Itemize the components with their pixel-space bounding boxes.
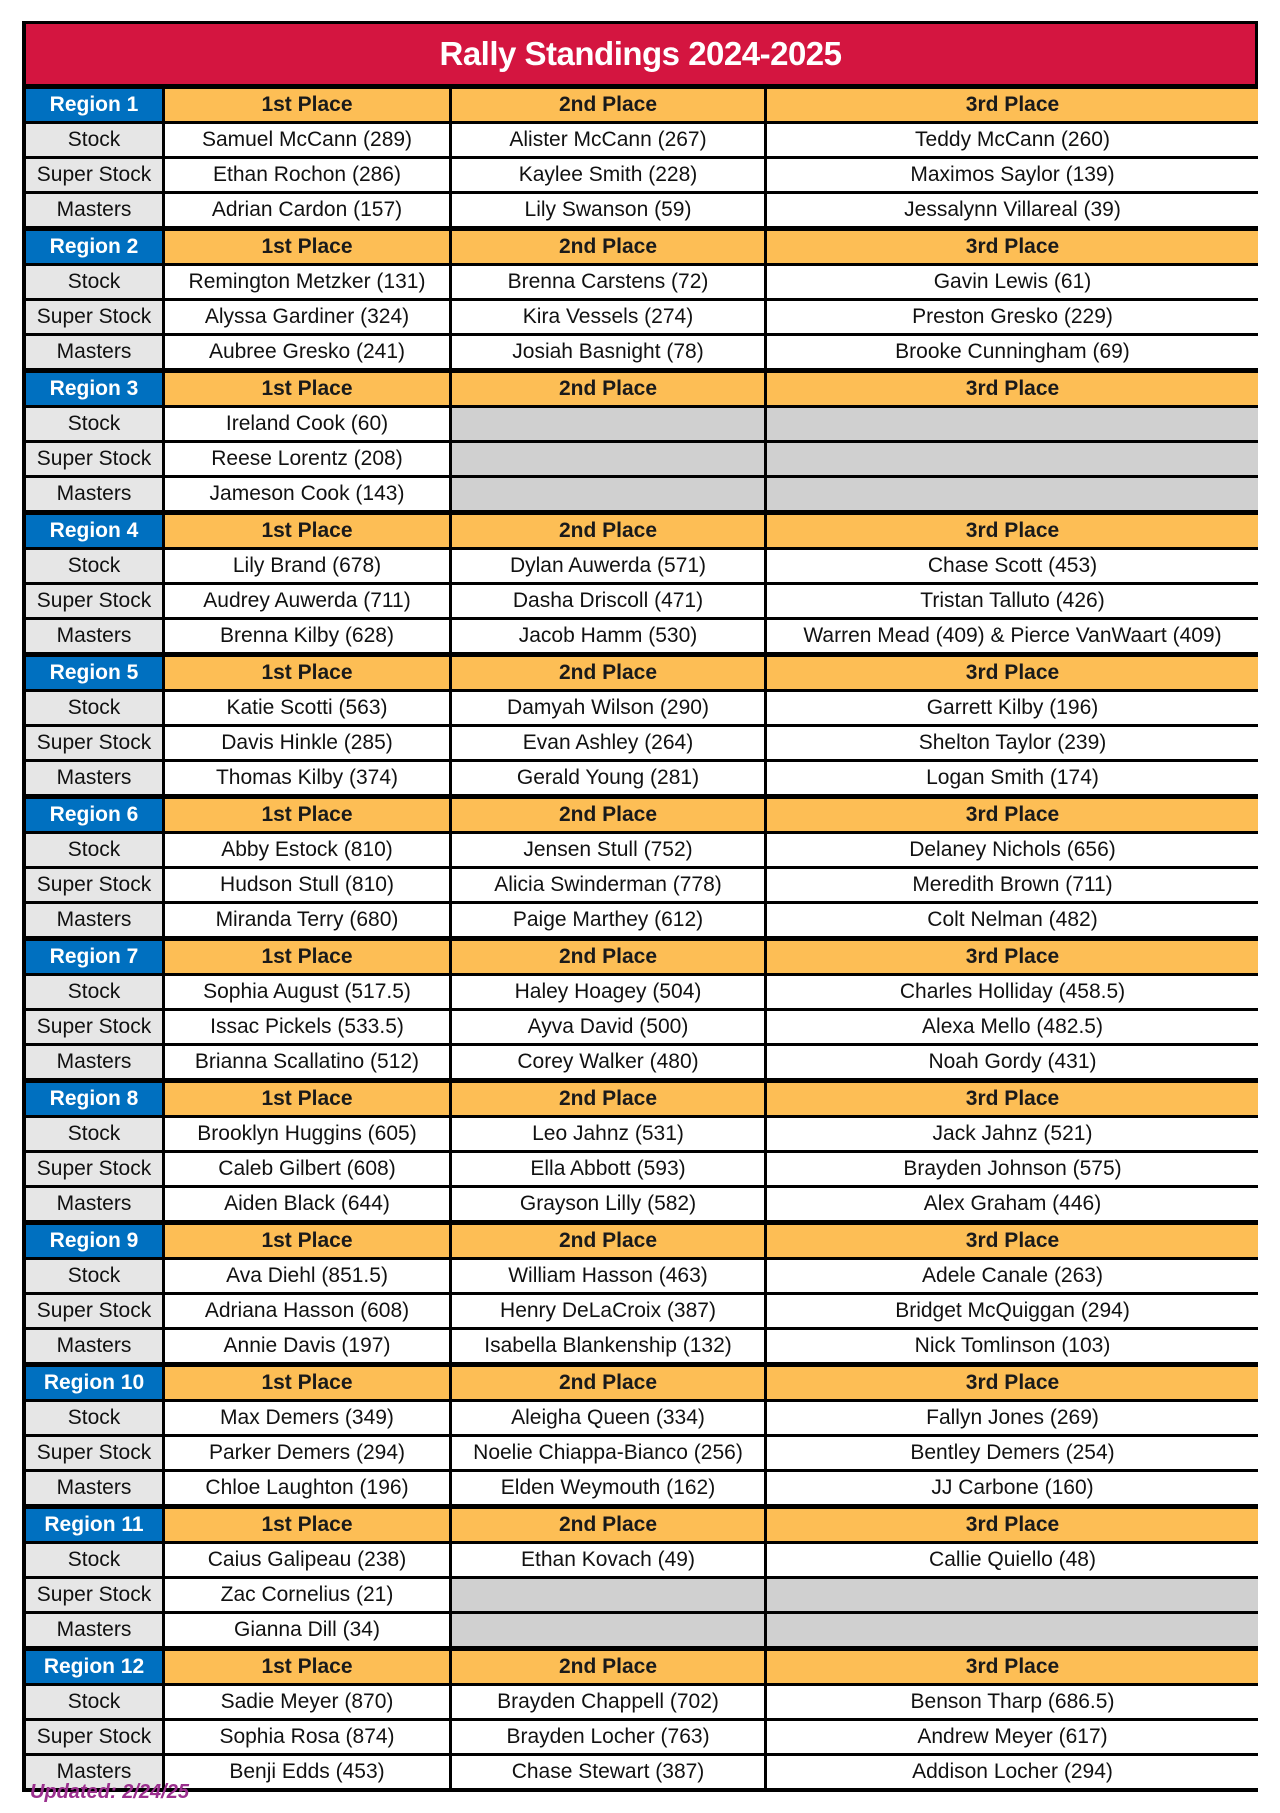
standing-cell: Gianna Dill (34) xyxy=(165,1614,449,1646)
region-block xyxy=(26,231,1255,368)
standing-cell: Reese Lorentz (208) xyxy=(165,443,449,475)
standings-table xyxy=(22,21,1258,1792)
standing-cell: Kira Vessels (274) xyxy=(452,301,764,333)
place-header: 1st Place xyxy=(165,231,449,263)
class-label: Masters xyxy=(26,762,162,794)
place-header: 3rd Place xyxy=(767,89,1258,121)
class-label: Masters xyxy=(26,478,162,510)
standing-cell: JJ Carbone (160) xyxy=(767,1472,1258,1504)
standing-cell: Brayden Chappell (702) xyxy=(452,1686,764,1718)
place-header: 2nd Place xyxy=(452,231,764,263)
standing-cell: Brianna Scallatino (512) xyxy=(165,1046,449,1078)
region-block xyxy=(26,799,1255,936)
class-label: Stock xyxy=(26,266,162,298)
standing-cell: Aleigha Queen (334) xyxy=(452,1402,764,1434)
standing-cell: Tristan Talluto (426) xyxy=(767,585,1258,617)
standing-cell: Annie Davis (197) xyxy=(165,1330,449,1362)
region-label: Region 10 xyxy=(26,1367,162,1399)
empty-cell xyxy=(767,408,1258,440)
standing-cell: Callie Quiello (48) xyxy=(767,1544,1258,1576)
standing-cell: Noelie Chiappa-Bianco (256) xyxy=(452,1437,764,1469)
standing-cell: Miranda Terry (680) xyxy=(165,904,449,936)
class-label: Super Stock xyxy=(26,869,162,901)
standing-cell: Logan Smith (174) xyxy=(767,762,1258,794)
place-header: 1st Place xyxy=(165,1225,449,1257)
class-label: Super Stock xyxy=(26,159,162,191)
class-label: Masters xyxy=(26,1614,162,1646)
page-title: Rally Standings 2024-2025 xyxy=(26,24,1255,84)
standing-cell: Jessalynn Villareal (39) xyxy=(767,194,1258,226)
place-header: 1st Place xyxy=(165,799,449,831)
standing-cell: Ethan Rochon (286) xyxy=(165,159,449,191)
empty-cell xyxy=(452,478,764,510)
standing-cell: Damyah Wilson (290) xyxy=(452,692,764,724)
standing-cell: Andrew Meyer (617) xyxy=(767,1721,1258,1753)
standing-cell: Benji Edds (453) xyxy=(165,1756,449,1788)
class-label: Stock xyxy=(26,976,162,1008)
standing-cell: Aiden Black (644) xyxy=(165,1188,449,1220)
empty-cell xyxy=(452,1579,764,1611)
class-label: Super Stock xyxy=(26,585,162,617)
empty-cell xyxy=(767,1579,1258,1611)
standing-cell: Isabella Blankenship (132) xyxy=(452,1330,764,1362)
standing-cell: Teddy McCann (260) xyxy=(767,124,1258,156)
place-header: 2nd Place xyxy=(452,799,764,831)
place-header: 3rd Place xyxy=(767,1083,1258,1115)
standing-cell: Adriana Hasson (608) xyxy=(165,1295,449,1327)
standing-cell: Preston Gresko (229) xyxy=(767,301,1258,333)
standing-cell: Fallyn Jones (269) xyxy=(767,1402,1258,1434)
standing-cell: Addison Locher (294) xyxy=(767,1756,1258,1788)
standing-cell: Bridget McQuiggan (294) xyxy=(767,1295,1258,1327)
place-header: 3rd Place xyxy=(767,799,1258,831)
class-label: Stock xyxy=(26,550,162,582)
standing-cell: Chloe Laughton (196) xyxy=(165,1472,449,1504)
standing-cell: Davis Hinkle (285) xyxy=(165,727,449,759)
standing-cell: William Hasson (463) xyxy=(452,1260,764,1292)
standing-cell: Alex Graham (446) xyxy=(767,1188,1258,1220)
place-header: 1st Place xyxy=(165,941,449,973)
standing-cell: Jack Jahnz (521) xyxy=(767,1118,1258,1150)
region-label: Region 4 xyxy=(26,515,162,547)
place-header: 1st Place xyxy=(165,657,449,689)
region-label: Region 6 xyxy=(26,799,162,831)
place-header: 2nd Place xyxy=(452,515,764,547)
standing-cell: Audrey Auwerda (711) xyxy=(165,585,449,617)
standing-cell: Caleb Gilbert (608) xyxy=(165,1153,449,1185)
place-header: 2nd Place xyxy=(452,373,764,405)
class-label: Super Stock xyxy=(26,1437,162,1469)
class-label: Super Stock xyxy=(26,1579,162,1611)
place-header: 1st Place xyxy=(165,373,449,405)
standing-cell: Charles Holliday (458.5) xyxy=(767,976,1258,1008)
standing-cell: Ella Abbott (593) xyxy=(452,1153,764,1185)
place-header: 2nd Place xyxy=(452,1225,764,1257)
standing-cell: Grayson Lilly (582) xyxy=(452,1188,764,1220)
class-label: Masters xyxy=(26,1046,162,1078)
standing-cell: Remington Metzker (131) xyxy=(165,266,449,298)
standing-cell: Gerald Young (281) xyxy=(452,762,764,794)
place-header: 3rd Place xyxy=(767,373,1258,405)
standing-cell: Chase Stewart (387) xyxy=(452,1756,764,1788)
class-label: Stock xyxy=(26,1402,162,1434)
region-block xyxy=(26,1367,1255,1504)
standing-cell: Caius Galipeau (238) xyxy=(165,1544,449,1576)
standing-cell: Brayden Johnson (575) xyxy=(767,1153,1258,1185)
place-header: 2nd Place xyxy=(452,89,764,121)
standing-cell: Adrian Cardon (157) xyxy=(165,194,449,226)
place-header: 2nd Place xyxy=(452,1367,764,1399)
standing-cell: Chase Scott (453) xyxy=(767,550,1258,582)
region-block xyxy=(26,373,1255,510)
region-block xyxy=(26,1083,1255,1220)
standing-cell: Noah Gordy (431) xyxy=(767,1046,1258,1078)
region-block xyxy=(26,89,1255,226)
class-label: Stock xyxy=(26,1118,162,1150)
region-label: Region 3 xyxy=(26,373,162,405)
region-block xyxy=(26,1509,1255,1646)
class-label: Stock xyxy=(26,834,162,866)
standing-cell: Brenna Carstens (72) xyxy=(452,266,764,298)
class-label: Masters xyxy=(26,620,162,652)
class-label: Masters xyxy=(26,904,162,936)
class-label: Stock xyxy=(26,1686,162,1718)
place-header: 3rd Place xyxy=(767,1509,1258,1541)
standing-cell: Meredith Brown (711) xyxy=(767,869,1258,901)
region-label: Region 2 xyxy=(26,231,162,263)
place-header: 3rd Place xyxy=(767,1651,1258,1683)
place-header: 2nd Place xyxy=(452,1083,764,1115)
standing-cell: Kaylee Smith (228) xyxy=(452,159,764,191)
empty-cell xyxy=(452,408,764,440)
standing-cell: Delaney Nichols (656) xyxy=(767,834,1258,866)
standing-cell: Dylan Auwerda (571) xyxy=(452,550,764,582)
place-header: 1st Place xyxy=(165,1367,449,1399)
place-header: 1st Place xyxy=(165,1083,449,1115)
standing-cell: Samuel McCann (289) xyxy=(165,124,449,156)
standing-cell: Lily Brand (678) xyxy=(165,550,449,582)
region-label: Region 8 xyxy=(26,1083,162,1115)
place-header: 3rd Place xyxy=(767,231,1258,263)
standing-cell: Dasha Driscoll (471) xyxy=(452,585,764,617)
regions-container xyxy=(26,89,1255,1788)
standing-cell: Alister McCann (267) xyxy=(452,124,764,156)
class-label: Super Stock xyxy=(26,1153,162,1185)
class-label: Masters xyxy=(26,1756,162,1788)
class-label: Stock xyxy=(26,124,162,156)
region-label: Region 5 xyxy=(26,657,162,689)
region-block xyxy=(26,515,1255,652)
standing-cell: Katie Scotti (563) xyxy=(165,692,449,724)
standing-cell: Sophia Rosa (874) xyxy=(165,1721,449,1753)
place-header: 1st Place xyxy=(165,1651,449,1683)
empty-cell xyxy=(767,443,1258,475)
standing-cell: Sophia August (517.5) xyxy=(165,976,449,1008)
standing-cell: Parker Demers (294) xyxy=(165,1437,449,1469)
class-label: Stock xyxy=(26,692,162,724)
class-label: Masters xyxy=(26,1188,162,1220)
standing-cell: Paige Marthey (612) xyxy=(452,904,764,936)
standing-cell: Thomas Kilby (374) xyxy=(165,762,449,794)
standing-cell: Alexa Mello (482.5) xyxy=(767,1011,1258,1043)
standing-cell: Brooke Cunningham (69) xyxy=(767,336,1258,368)
standing-cell: Elden Weymouth (162) xyxy=(452,1472,764,1504)
standing-cell: Lily Swanson (59) xyxy=(452,194,764,226)
empty-cell xyxy=(452,1614,764,1646)
place-header: 3rd Place xyxy=(767,657,1258,689)
standing-cell: Corey Walker (480) xyxy=(452,1046,764,1078)
place-header: 1st Place xyxy=(165,1509,449,1541)
region-block xyxy=(26,1651,1255,1788)
class-label: Stock xyxy=(26,1260,162,1292)
standing-cell: Leo Jahnz (531) xyxy=(452,1118,764,1150)
class-label: Super Stock xyxy=(26,1011,162,1043)
region-label: Region 12 xyxy=(26,1651,162,1683)
place-header: 2nd Place xyxy=(452,657,764,689)
standing-cell: Ava Diehl (851.5) xyxy=(165,1260,449,1292)
class-label: Masters xyxy=(26,194,162,226)
standing-cell: Jacob Hamm (530) xyxy=(452,620,764,652)
standing-cell: Zac Cornelius (21) xyxy=(165,1579,449,1611)
empty-cell xyxy=(767,1614,1258,1646)
standing-cell: Sadie Meyer (870) xyxy=(165,1686,449,1718)
standing-cell: Benson Tharp (686.5) xyxy=(767,1686,1258,1718)
standing-cell: Josiah Basnight (78) xyxy=(452,336,764,368)
class-label: Masters xyxy=(26,336,162,368)
standing-cell: Max Demers (349) xyxy=(165,1402,449,1434)
region-label: Region 11 xyxy=(26,1509,162,1541)
place-header: 3rd Place xyxy=(767,941,1258,973)
class-label: Masters xyxy=(26,1472,162,1504)
standing-cell: Bentley Demers (254) xyxy=(767,1437,1258,1469)
standing-cell: Shelton Taylor (239) xyxy=(767,727,1258,759)
region-block xyxy=(26,1225,1255,1362)
standing-cell: Ayva David (500) xyxy=(452,1011,764,1043)
class-label: Super Stock xyxy=(26,727,162,759)
class-label: Super Stock xyxy=(26,301,162,333)
place-header: 3rd Place xyxy=(767,1225,1258,1257)
class-label: Super Stock xyxy=(26,443,162,475)
standing-cell: Haley Hoagey (504) xyxy=(452,976,764,1008)
standing-cell: Jensen Stull (752) xyxy=(452,834,764,866)
standing-cell: Abby Estock (810) xyxy=(165,834,449,866)
standing-cell: Brooklyn Huggins (605) xyxy=(165,1118,449,1150)
standing-cell: Gavin Lewis (61) xyxy=(767,266,1258,298)
place-header: 3rd Place xyxy=(767,1367,1258,1399)
standing-cell: Alicia Swinderman (778) xyxy=(452,869,764,901)
region-block xyxy=(26,941,1255,1078)
region-label: Region 7 xyxy=(26,941,162,973)
place-header: 2nd Place xyxy=(452,1651,764,1683)
standing-cell: Garrett Kilby (196) xyxy=(767,692,1258,724)
standing-cell: Aubree Gresko (241) xyxy=(165,336,449,368)
standing-cell: Hudson Stull (810) xyxy=(165,869,449,901)
place-header: 2nd Place xyxy=(452,941,764,973)
updated-date: Updated: 2/24/25 xyxy=(30,1781,189,1803)
class-label: Super Stock xyxy=(26,1295,162,1327)
standing-cell: Brayden Locher (763) xyxy=(452,1721,764,1753)
standing-cell: Ethan Kovach (49) xyxy=(452,1544,764,1576)
standing-cell: Alyssa Gardiner (324) xyxy=(165,301,449,333)
standing-cell: Henry DeLaCroix (387) xyxy=(452,1295,764,1327)
region-block xyxy=(26,657,1255,794)
empty-cell xyxy=(767,478,1258,510)
class-label: Stock xyxy=(26,408,162,440)
standing-cell: Issac Pickels (533.5) xyxy=(165,1011,449,1043)
standing-cell: Adele Canale (263) xyxy=(767,1260,1258,1292)
place-header: 1st Place xyxy=(165,89,449,121)
standing-cell: Evan Ashley (264) xyxy=(452,727,764,759)
place-header: 1st Place xyxy=(165,515,449,547)
standing-cell: Warren Mead (409) & Pierce VanWaart (409) xyxy=(767,620,1258,652)
place-header: 3rd Place xyxy=(767,515,1258,547)
standing-cell: Brenna Kilby (628) xyxy=(165,620,449,652)
class-label: Masters xyxy=(26,1330,162,1362)
region-label: Region 1 xyxy=(26,89,162,121)
standing-cell: Maximos Saylor (139) xyxy=(767,159,1258,191)
standing-cell: Colt Nelman (482) xyxy=(767,904,1258,936)
class-label: Super Stock xyxy=(26,1721,162,1753)
place-header: 2nd Place xyxy=(452,1509,764,1541)
region-label: Region 9 xyxy=(26,1225,162,1257)
standing-cell: Ireland Cook (60) xyxy=(165,408,449,440)
standing-cell: Jameson Cook (143) xyxy=(165,478,449,510)
standing-cell: Nick Tomlinson (103) xyxy=(767,1330,1258,1362)
empty-cell xyxy=(452,443,764,475)
class-label: Stock xyxy=(26,1544,162,1576)
